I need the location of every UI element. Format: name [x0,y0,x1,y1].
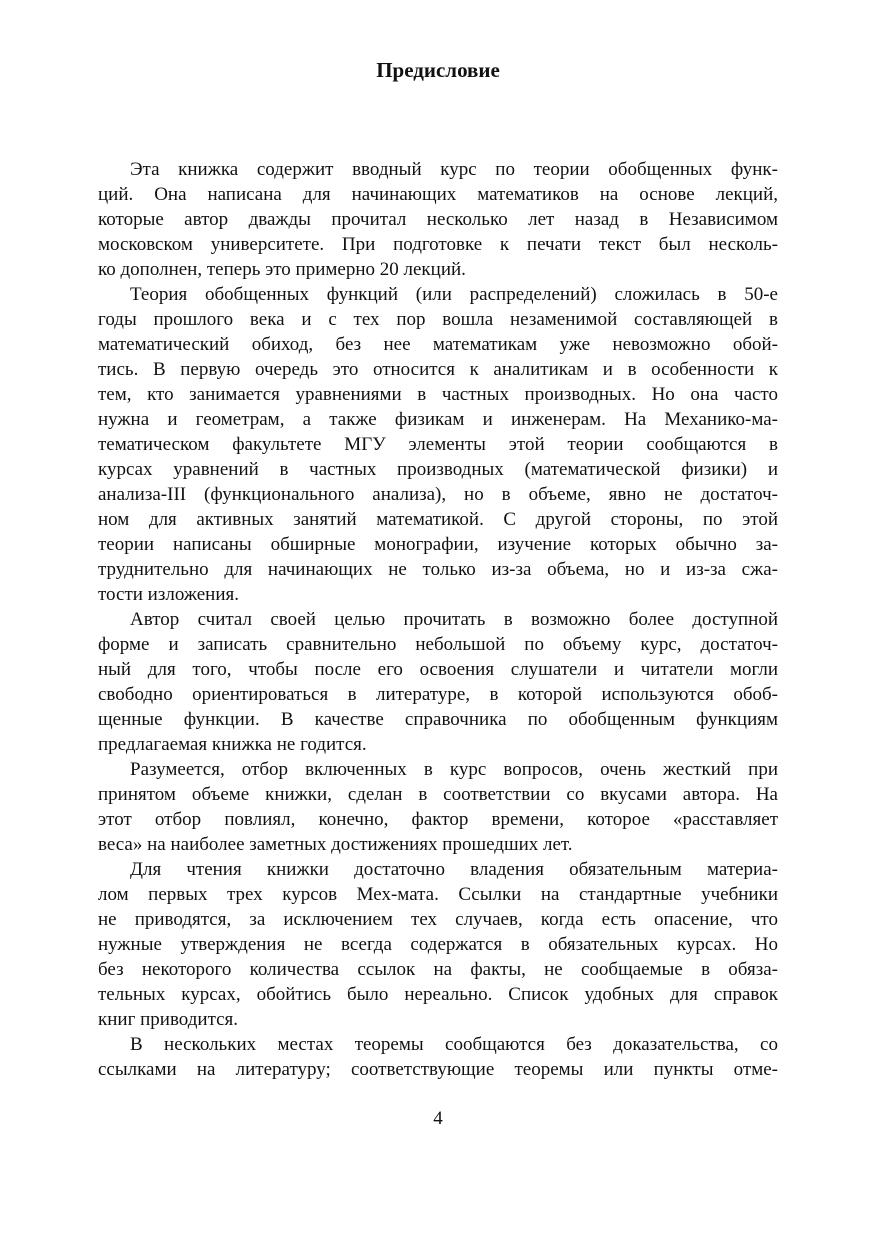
text-line: которые автор дважды прочитал несколько лет назад в Независимом [98,209,778,230]
paragraph [98,607,778,757]
text-line: свободно ориентироваться в литературе, в которой используются обоб- [98,684,778,705]
text-line: Для чтения книжки достаточно владения обязательным материа- [130,859,778,880]
text-line: тись. В первую очередь это относится к аналитикам и в особенности к [98,359,778,380]
text-line: этот отбор повлиял, конечно, фактор времени, которое «расставляет [98,809,778,830]
text-line: щенные функции. В качестве справочника по обобщенным функциям [98,709,778,730]
text-line: без некоторого количества ссылок на факты, не сообщаемые в обяза- [98,959,778,980]
page-number: 4 [433,1108,443,1129]
text-line: теории написаны обширные монографии, изучение которых обычно за- [98,534,778,555]
text-line: анализа-III (функционального анализа), но в объеме, явно не достаточ- [98,484,778,505]
text-line: тем, кто занимается уравнениями в частных производных. Но она часто [98,384,778,405]
text-line: форме и записать сравнительно небольшой по объему курс, достаточ- [98,634,778,655]
paragraph [98,157,778,282]
text-line: веса» на наиболее заметных достижениях прошедших лет. [98,834,573,855]
text-line: тельных курсах, обойтись было нереально. Список удобных для справок [98,984,778,1005]
text-line: нужные утверждения не всегда содержатся в обязательных курсах. Но [98,934,778,955]
text-line: тематическом факультете МГУ элементы этой теории сообщаются в [98,434,778,455]
body-text [98,157,778,1082]
text-line: Эта книжка содержит вводный курс по теории обобщенных функ- [130,159,778,180]
text-line: Автор считал своей целью прочитать в возможно более доступной [130,609,778,630]
text-line: нужна и геометрам, а также физикам и инженерам. На Механико-ма- [98,409,778,430]
text-line: принятом объеме книжки, сделан в соответствии со вкусами автора. На [98,784,778,805]
text-line: московском университете. При подготовке к печати текст был несколь- [98,234,778,255]
text-line: Разумеется, отбор включенных в курс вопросов, очень жесткий при [130,759,778,780]
text-line: Теория обобщенных функций (или распределений) сложилась в 50-е [130,284,778,305]
text-line: труднительно для начинающих не только из-за объема, но и из-за сжа- [98,559,778,580]
text-line: ссылками на литературу; соответствующие теоремы или пункты отме- [98,1059,778,1080]
text-line: предлагаемая книжка не годится. [98,734,367,755]
text-line: математический обиход, без нее математикам уже невозможно обой- [98,334,778,355]
text-line: ко дополнен, теперь это примерно 20 лекций. [98,259,466,280]
text-line: ций. Она написана для начинающих математиков на основе лекций, [98,184,778,205]
paragraph [98,282,778,607]
text-line: В нескольких местах теоремы сообщаются без доказательства, со [130,1034,778,1055]
text-line: курсах уравнений в частных производных (математической физики) и [98,459,778,480]
text-line: годы прошлого века и с тех пор вошла незаменимой составляющей в [98,309,778,330]
paragraph [98,757,778,857]
paragraph [98,1032,778,1082]
text-line: тости изложения. [98,584,239,605]
page-title: Предисловие [376,58,500,82]
text-line: лом первых трех курсов Мех-мата. Ссылки на стандартные учебники [98,884,778,905]
text-line: ный для того, чтобы после его освоения слушатели и читатели могли [98,659,778,680]
text-line: не приводятся, за исключением тех случаев, когда есть опасение, что [98,909,778,930]
text-line: ном для активных занятий математикой. С другой стороны, по этой [98,509,778,530]
text-line: книг приводится. [98,1009,239,1030]
paragraph [98,857,778,1032]
